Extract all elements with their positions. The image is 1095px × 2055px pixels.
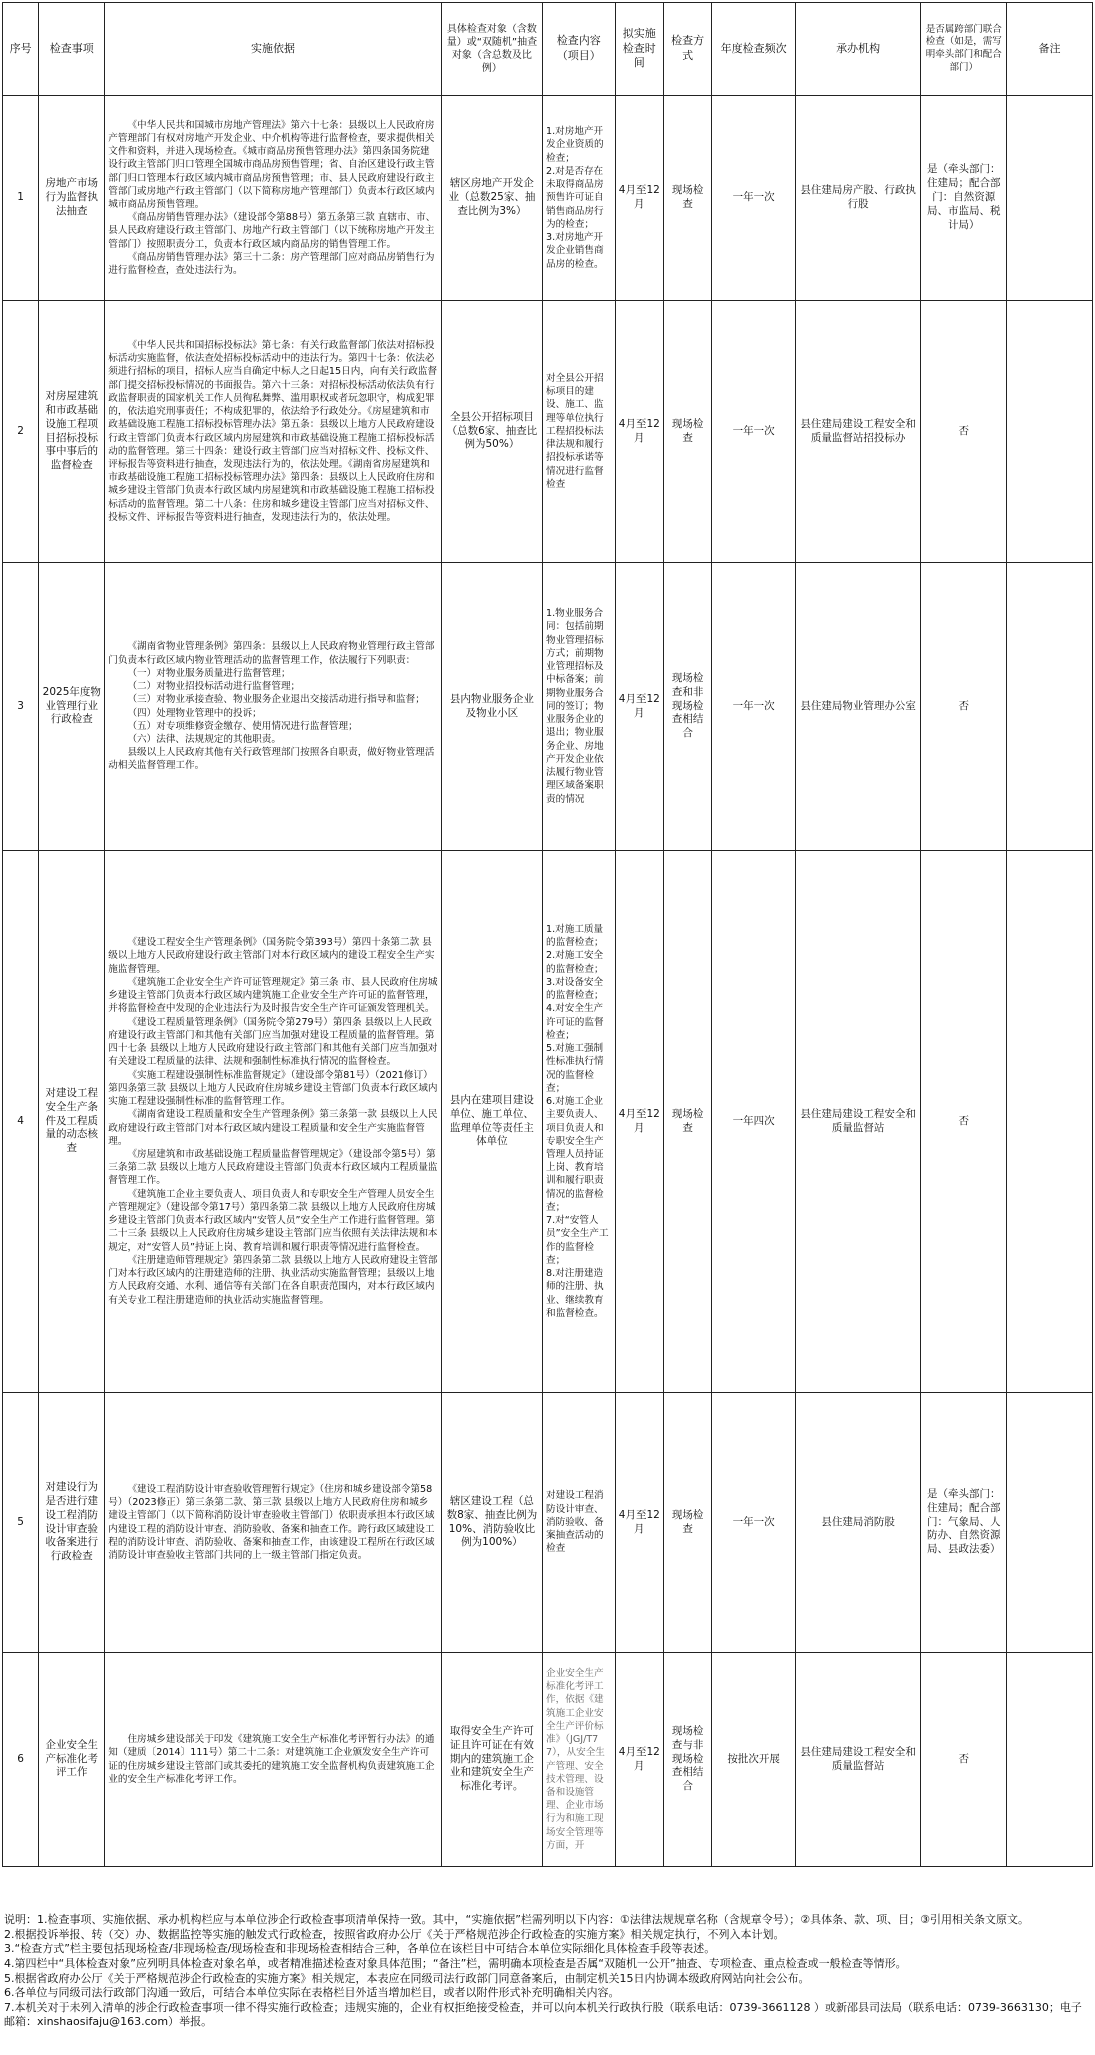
cell-frequency: 一年一次 bbox=[712, 1393, 796, 1653]
cell-object: 县内物业服务企业及物业小区 bbox=[441, 563, 542, 851]
cell-basis-paragraph: 《建设工程消防设计审查验收管理暂行规定》（住房和城乡建设部令第58号）（2023修正）第三条第二款、第三款 县级以上地方人民政府住房和城乡建设主管部门（以下简称消防设计审查验收主管部门）依职责承担本行政区域内建设工程的消防设计审查、消防验收、备案和抽查工作。跨行政区域建设工程的消防设计审查、消防验收、备案和抽查工作，由该建设工程所在行政区域消防设计审查验收主管部门共同的上一级主管部门指定负责。 bbox=[108, 1483, 435, 1561]
cell-basis-paragraph: 县级以上人民政府其他有关行政管理部门按照各自职责，做好物业管理活动相关监督管理工作。 bbox=[108, 747, 435, 772]
cell-basis bbox=[105, 96, 442, 301]
cell-seq: 3 bbox=[3, 563, 39, 851]
cell-frequency: 一年一次 bbox=[712, 563, 796, 851]
cell-method: 现场检查 bbox=[663, 1393, 711, 1653]
cell-basis-paragraph: 《注册建造师管理规定》第四条第二款 县级以上地方人民政府建设主管部门对本行政区域内的注册建造师的注册、执业活动实施监督管理；县级以上地方人民政府交通、水利、通信等有关部门在各自职责范围内，对本行政区域内有关专业工程注册建造师的执业活动实施监督管理。 bbox=[108, 1254, 438, 1306]
cell-org: 县住建局建设工程安全和质量监督站 bbox=[795, 851, 920, 1393]
cell-item: 对房屋建筑和市政基础设施工程项目招标投标事中事后的监督检查 bbox=[39, 301, 105, 563]
cell-content-paragraph: 5.对施工强制性标准执行情况的监督检查； bbox=[546, 1043, 604, 1094]
header-remark: 备注 bbox=[1007, 3, 1093, 96]
cell-content-paragraph: 1.物业服务合同：包括前期物业管理招标方式；前期物业管理招标及中标备案；前期物业服务合同的签订；物业服务企业的退出；物业服务企业、房地产开发企业依法履行物业管理区域备案职责的情况 bbox=[546, 608, 604, 805]
cell-item: 2025年度物业管理行业行政检查 bbox=[39, 563, 105, 851]
cell-seq: 4 bbox=[3, 851, 39, 1393]
header-content: 检查内容（项目） bbox=[543, 3, 616, 96]
cell-time: 4月至12月 bbox=[615, 563, 663, 851]
header-org: 承办机构 bbox=[795, 3, 920, 96]
cell-method: 现场检查与非现场检查相结合 bbox=[663, 1653, 711, 1867]
cell-item: 房地产市场行为监督执法抽查 bbox=[39, 96, 105, 301]
cell-basis-paragraph: 《商品房销售管理办法》第三十二条：房产管理部门应对商品房销售行为进行监督检查，查处违法行为。 bbox=[108, 251, 435, 277]
table-body bbox=[3, 96, 1093, 1867]
cell-basis bbox=[105, 301, 442, 563]
cell-object: 县内在建项目建设单位、施工单位、监理单位等责任主体单位 bbox=[441, 851, 542, 1393]
cell-frequency: 一年一次 bbox=[712, 301, 796, 563]
cell-basis bbox=[105, 1393, 442, 1653]
note-line: 说明：1.检查事项、实施依据、承办机构栏应与本单位涉企行政检查事项清单保持一致。其中，“实施依据”栏需列明以下内容：①法律法规规章名称（含规章令号）；②具体条、款、项、目；③引用相关条文原文。 bbox=[4, 1913, 1029, 1926]
cell-object: 取得安全生产许可证且许可证在有效期内的建筑施工企业和建筑安全生产标准化考评。 bbox=[441, 1653, 542, 1867]
cell-time: 4月至12月 bbox=[615, 851, 663, 1393]
note-line: 3.“检查方式”栏主要包括现场检查/非现场检查/现场检查和非现场检查相结合三种，各单位在该栏目中可结合本单位实际细化具体检查手段等表述。 bbox=[4, 1942, 716, 1956]
table-row bbox=[3, 563, 1093, 851]
cell-joint: 否 bbox=[921, 1653, 1007, 1867]
cell-content bbox=[543, 1653, 616, 1867]
cell-content bbox=[543, 96, 616, 301]
note-line: 5.根据省政府办公厅《关于严格规范涉企行政检查的实施方案》相关规定，本表应在同级司法行政部门同意备案后，由制定机关15日内协调本级政府网站向社会公布。 bbox=[4, 1971, 810, 1985]
cell-content-paragraph: 3.对设备安全的监督检查； bbox=[546, 976, 604, 1002]
table-row bbox=[3, 301, 1093, 563]
table-row bbox=[3, 1653, 1093, 1867]
cell-content-paragraph: 1.对房地产开发企业资质的检查； bbox=[546, 126, 604, 164]
header-seq: 序号 bbox=[3, 3, 39, 96]
table-header-row bbox=[3, 3, 1093, 96]
cell-org: 县住建局建设工程安全和质量监督站 bbox=[795, 1653, 920, 1867]
cell-item: 对建设行为是否进行建设工程消防设计审查验收备案进行行政检查 bbox=[39, 1393, 105, 1653]
cell-content bbox=[543, 851, 616, 1393]
cell-org: 县住建局消防股 bbox=[795, 1393, 920, 1653]
header-basis: 实施依据 bbox=[105, 3, 442, 96]
header-object: 具体检查对象（含数量）或“双随机”抽查对象（含总数及比例） bbox=[441, 3, 542, 96]
cell-frequency: 一年一次 bbox=[712, 96, 796, 301]
cell-time: 4月至12月 bbox=[615, 1653, 663, 1867]
cell-content-paragraph: 企业安全生产标准化考评工作，依据《建筑施工企业安全生产评价标准》（JGJ/T77），从安全生产管理、安全技术管理、设备和设施管理、企业市场行为和施工现场安全管理等方面，开 bbox=[546, 1667, 605, 1851]
cell-content bbox=[543, 301, 616, 563]
cell-method: 现场检查 bbox=[663, 96, 711, 301]
cell-content-paragraph: 8.对注册建造师的注册、执业、继续教育和监督检查。 bbox=[546, 1268, 604, 1319]
cell-org: 县住建局物业管理办公室 bbox=[795, 563, 920, 851]
cell-remark bbox=[1007, 96, 1093, 301]
cell-joint: 是（牵头部门：住建局；配合部门：自然资源局、市监局、税计局） bbox=[921, 96, 1007, 301]
cell-seq: 6 bbox=[3, 1653, 39, 1867]
cell-time: 4月至12月 bbox=[615, 301, 663, 563]
cell-basis-paragraph: （四）处理物业管理中的投诉； bbox=[127, 707, 262, 719]
cell-item: 企业安全生产标准化考评工作 bbox=[39, 1653, 105, 1867]
cell-content bbox=[543, 563, 616, 851]
cell-method: 现场检查和非现场检查相结合 bbox=[663, 563, 711, 851]
table-row bbox=[3, 1393, 1093, 1653]
cell-basis-paragraph: 《中华人民共和国招标投标法》第七条：有关行政监督部门依法对招标投标活动实施监督，依法查处招标投标活动中的违法行为。第四十七条：依法必须进行招标的项目，招标人应当自确定中标人之日起15日内，向有关行政监督部门提交招标投标情况的书面报告。第六十三条：对招标投标活动依法负有行政监督职责的国家机关工作人员徇私舞弊、滥用职权或者玩忽职守，构成犯罪的，依法追究刑事责任；不构成犯罪的，依法给予行政处分。《房屋建筑和市政基础设施工程施工招标投标管理办法》第五条：县级以上地方人民政府建设行政主管部门负责本行政区域内房屋建筑和市政基础设施工程施工招标投标活动的监督管理。第三十四条：建设行政主管部门应当对招标文件、投标文件、评标报告等资料进行抽查，发现违法行为的，依法处理。《湖南省房屋建筑和市政基础设施工程施工招标投标管理办法》第四条：县级以上人民政府住房和城乡建设主管部门负责本行政区域内房屋建筑和市政基础设施工程施工招标投标活动的监督管理。第二十八条：住房和城乡建设主管部门应当对招标文件、投标文件、评标报告等资料进行抽查，发现违法行为的，依法处理。 bbox=[108, 339, 438, 523]
cell-basis-paragraph: 《商品房销售管理办法》（建设部令第88号）第五条第三款 直辖市、市、县人民政府建设行政主管部门、房地产行政主管部门（以下统称房地产开发主管部门）按照职责分工，负责本行政区域内商品房的销售管理工作。 bbox=[108, 212, 436, 250]
note-line: 6.各单位与同级司法行政部门沟通一致后，可结合本单位实际在表格栏目外适当增加栏目，或者以附件形式补充明确相关内容。 bbox=[4, 1986, 620, 2000]
cell-seq: 5 bbox=[3, 1393, 39, 1653]
cell-basis-paragraph: （三）对物业承接查验、物业服务企业退出交接活动进行指导和监督； bbox=[127, 694, 425, 706]
cell-object: 辖区建设工程（总数8家、抽查比例为10%、消防验收比例为100%） bbox=[441, 1393, 542, 1653]
notes-block bbox=[4, 1913, 1089, 2030]
note-line: 4.第四栏中“具体检查对象”应列明具体检查对象名单，或者精准描述检查对象具体范围；“备注”栏，需明确本项检查是否属“双随机一公开”抽查、专项检查、重点检查或一般检查等情形。 bbox=[4, 1956, 907, 1970]
cell-basis-paragraph: （一）对物业服务质量进行监督管理； bbox=[127, 667, 291, 679]
cell-content-paragraph: 对建设工程消防设计审查、消防验收、备案抽查活动的检查 bbox=[546, 1490, 604, 1555]
cell-joint: 否 bbox=[921, 851, 1007, 1393]
note-line: 7.本机关对于未列入清单的涉企行政检查事项一律不得实施行政检查；违规实施的，企业有权拒绝接受检查，并可以向本机关行政执行股（联系电话：0739-3661128 ）或新邵县司法局（联系电话：0739-3663130；电子邮箱：xinshaosifaju@163.com）举报。 bbox=[4, 2000, 1082, 2029]
cell-content-paragraph: 7.对“安管人员”安全生产工作的监督检查； bbox=[546, 1215, 609, 1266]
cell-joint: 是（牵头部门：住建局；配合部门：气象局、人防办、自然资源局、县政法委） bbox=[921, 1393, 1007, 1653]
cell-method: 现场检查 bbox=[663, 301, 711, 563]
cell-org: 县住建局房产股、行政执行股 bbox=[795, 96, 920, 301]
table-row bbox=[3, 851, 1093, 1393]
cell-remark bbox=[1007, 563, 1093, 851]
cell-basis-paragraph: （六）法律、法规规定的其他职责。 bbox=[127, 733, 281, 745]
header-time: 拟实施检查时间 bbox=[615, 3, 663, 96]
cell-content bbox=[543, 1393, 616, 1653]
cell-basis-paragraph: 住房城乡建设部关于印发《建筑施工安全生产标准化考评暂行办法》的通知（建质〔2014〕111号）第二十二条：对建筑施工企业颁发安全生产许可证的住房城乡建设主管部门或其委托的建筑施工安全监督机构负责建筑施工企业的安全生产标准化考评工作。 bbox=[108, 1734, 435, 1785]
cell-method: 现场检查 bbox=[663, 851, 711, 1393]
cell-frequency: 按批次开展 bbox=[712, 1653, 796, 1867]
cell-frequency: 一年四次 bbox=[712, 851, 796, 1393]
header-frequency: 年度检查频次 bbox=[712, 3, 796, 96]
cell-content-paragraph: 6.对施工企业主要负责人、项目负责人和专职安全生产管理人员持证上岗、教育培训和履行职责情况的监督检查； bbox=[546, 1096, 604, 1213]
cell-remark bbox=[1007, 301, 1093, 563]
cell-content-paragraph: 2.对是否存在未取得商品房预售许可证自销售商品房行为的检查； bbox=[546, 165, 604, 230]
cell-time: 4月至12月 bbox=[615, 1393, 663, 1653]
cell-content-paragraph: 4.对安全生产许可证的监督检查； bbox=[546, 1003, 604, 1041]
cell-basis bbox=[105, 851, 442, 1393]
cell-basis bbox=[105, 563, 442, 851]
table-row bbox=[3, 96, 1093, 301]
cell-remark bbox=[1007, 851, 1093, 1393]
cell-basis-paragraph: 《房屋建筑和市政基础设施工程质量监督管理规定》（建设部令第5号）第三条第二款 县级以上地方人民政府建设主管部门负责本行政区域内工程质量监督管理工作。 bbox=[108, 1148, 438, 1187]
cell-basis bbox=[105, 1653, 442, 1867]
header-joint: 是否属跨部门联合检查（如是，需写明牵头部门和配合部门） bbox=[921, 3, 1007, 96]
cell-org: 县住建局建设工程安全和质量监督站招投标办 bbox=[795, 301, 920, 563]
cell-content-paragraph: 3.对房地产开发企业销售商品房的检查。 bbox=[546, 232, 604, 270]
cell-time: 4月至12月 bbox=[615, 96, 663, 301]
cell-item: 对建设工程安全生产条件及工程质量的动态核查 bbox=[39, 851, 105, 1393]
cell-object: 全县公开招标项目（总数6家、抽查比例为50%） bbox=[441, 301, 542, 563]
cell-basis-paragraph: 《湖南省物业管理条例》第四条：县级以上人民政府物业管理行政主管部门负责本行政区域内物业管理活动的监督管理工作，依法履行下列职责： bbox=[108, 641, 435, 666]
cell-joint: 否 bbox=[921, 301, 1007, 563]
cell-content-paragraph: 1.对施工质量的监督检查； bbox=[546, 923, 604, 949]
cell-basis-paragraph: 《建设工程质量管理条例》（国务院令第279号）第四条 县级以上人民政府建设行政主管部门和其他有关部门应当加强对建设工程质量的监督管理。第四十七条 县级以上地方人民政府建设行政主管部门和其他有关部门应当加强对有关建设工程质量的法律、法规和强制性标准执行情况的监督检查。 bbox=[108, 1016, 438, 1068]
cell-remark bbox=[1007, 1393, 1093, 1653]
cell-remark bbox=[1007, 1653, 1093, 1867]
header-method: 检查方式 bbox=[663, 3, 711, 96]
cell-content-paragraph: 对全县公开招标项目的建设、施工、监理等单位执行工程招投标法律法规和履行招投标承诺等情况进行监督检查 bbox=[546, 372, 604, 490]
cell-content-paragraph: 2.对施工安全的监督检查； bbox=[546, 950, 604, 975]
cell-basis-paragraph: 《建设工程安全生产管理条例》（国务院令第393号）第四十条第二款 县级以上地方人民政府建设行政主管部门对本行政区域内的建设工程安全生产实施监督管理。 bbox=[108, 937, 435, 975]
cell-object: 辖区房地产开发企业（总数25家、抽查比例为3%） bbox=[441, 96, 542, 301]
cell-seq: 1 bbox=[3, 96, 39, 301]
cell-basis-paragraph: （二）对物业招投标活动进行监督管理； bbox=[127, 681, 301, 693]
cell-seq: 2 bbox=[3, 301, 39, 563]
cell-basis-paragraph: （五）对专项维修资金缴存、使用情况进行监督管理； bbox=[127, 720, 358, 732]
header-item: 检查事项 bbox=[39, 3, 105, 96]
cell-basis-paragraph: 《建筑施工企业安全生产许可证管理规定》第三条 市、县人民政府住房城乡建设主管部门负责本行政区域内建筑施工企业安全生产许可证的监督管理，并将监督检查中发现的企业违法行为及时报告安全生产许可证颁发管理机关。 bbox=[108, 976, 438, 1015]
cell-basis-paragraph: 《中华人民共和国城市房地产管理法》第六十七条：县级以上人民政府房产管理部门有权对房地产开发企业、中介机构等进行监督检查，要求提供相关文件和资料，并进入现场检查。《城市商品房预售管理办法》第四条国务院建设行政主管部门归口管理全国城市商品房预售管理；省、自治区建设行政主管部门归口管理本行政区域内城市商品房预售管理；市、县人民政府建设行政主管部门或房地产行政主管部门（以下简称房地产管理部门）负责本行政区域内城市商品房预售管理。 bbox=[108, 119, 435, 210]
cell-basis-paragraph: 《湖南省建设工程质量和安全生产管理条例》第三条第一款 县级以上人民政府建设行政主管部门对本行政区域内建设工程质量和安全生产实施监督管理。 bbox=[108, 1109, 438, 1147]
cell-basis-paragraph: 《建筑施工企业主要负责人、项目负责人和专职安全生产管理人员安全生产管理规定》（建设部令第17号）第四条第二款 县级以上地方人民政府住房城乡建设主管部门负责本行政区域内“安管人员”安全生产工作进行监督管理。第二十三条 县级以上人民政府住房城乡建设主管部门应当依照有关法律法规和本规定，对“安管人员”持证上岗、教育培训和履行职责等情况进行监督检查。 bbox=[108, 1188, 438, 1253]
cell-basis-paragraph: 《实施工程建设强制性标准监督规定》（建设部令第81号）（2021修订）第四条第三款 县级以上地方人民政府住房城乡建设主管部门负责本行政区域内实施工程建设强制性标准的监督管理工作。 bbox=[108, 1069, 438, 1108]
cell-joint: 否 bbox=[921, 563, 1007, 851]
note-line: 2.根据投诉举报、转（交）办、数据监控等实施的触发式行政检查，按照省政府办公厅《关于严格规范涉企行政检查的实施方案》相关规定执行，不列入本计划。 bbox=[4, 1927, 785, 1941]
inspection-plan-table bbox=[2, 2, 1093, 1867]
